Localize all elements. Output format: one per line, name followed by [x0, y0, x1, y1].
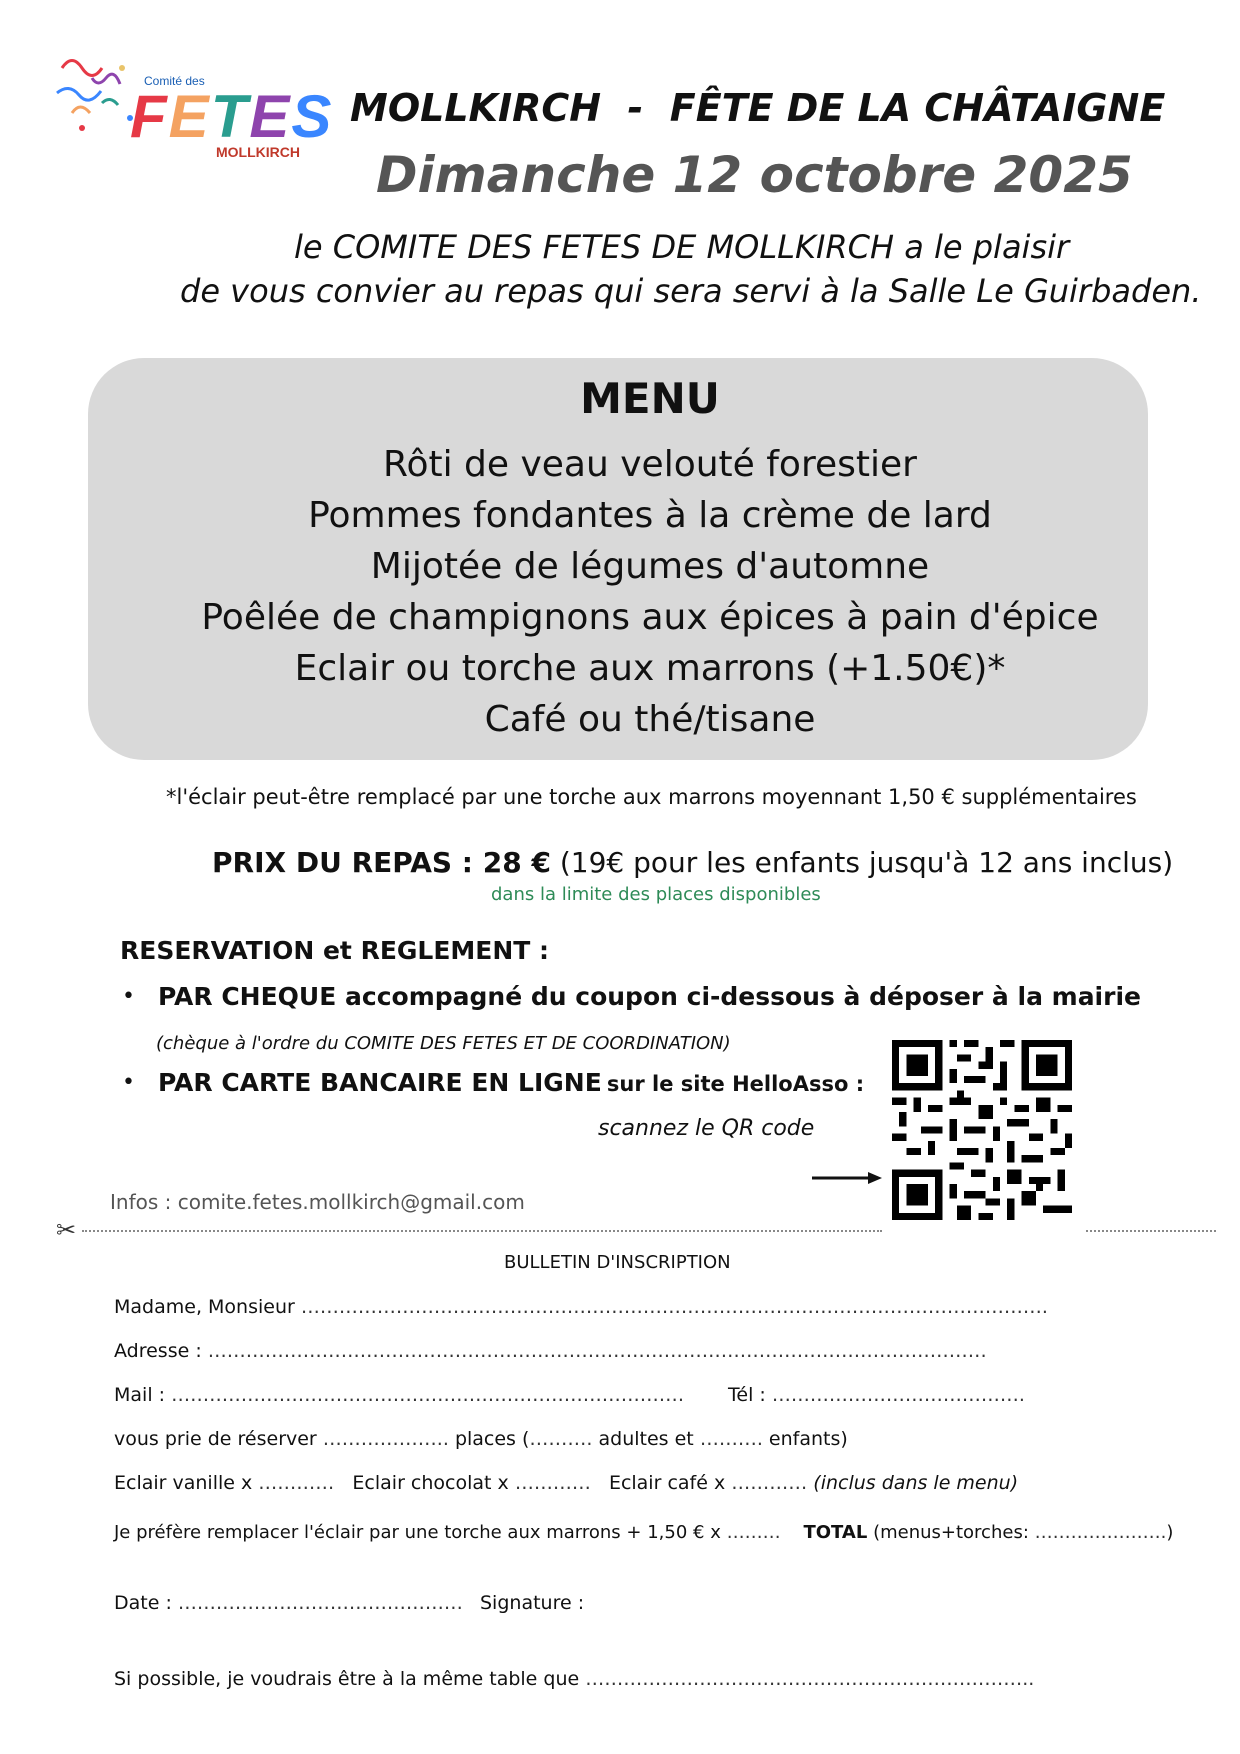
- intro-line-2: de vous convier au repas qui sera servi à la Salle Le Guirbaden.: [180, 272, 1202, 310]
- vanilla-label: Eclair vanille x: [114, 1472, 253, 1494]
- reserve-label: vous prie de réserver: [114, 1428, 317, 1450]
- price-line: [212, 846, 1173, 879]
- date-label: Date :: [114, 1592, 172, 1614]
- date-field[interactable]: ………………………………………: [177, 1592, 463, 1614]
- menu-item: Eclair ou torche aux marrons (+1.50€)*: [294, 648, 1006, 689]
- mail-label: Mail :: [114, 1384, 166, 1406]
- cut-line: [82, 1230, 882, 1232]
- name-label: Madame, Monsieur: [114, 1296, 295, 1318]
- menu-item: Poêlée de champignons aux épices à pain d'épice: [201, 597, 1099, 638]
- torche-field[interactable]: ………: [726, 1522, 781, 1543]
- menu-item: Mijotée de légumes d'automne: [370, 546, 930, 587]
- cheque-option: PAR CHEQUE accompagné du coupon ci-dessous à déposer à la mairie: [158, 982, 1141, 1011]
- reservation-title: RESERVATION et REGLEMENT :: [120, 936, 550, 965]
- logo-town: MOLLKIRCH: [216, 144, 300, 160]
- qr-code-icon[interactable]: [892, 1040, 1072, 1220]
- cut-line: [1086, 1230, 1216, 1232]
- form-row-date: [114, 1592, 463, 1614]
- menu-title: MENU: [580, 374, 720, 423]
- name-field[interactable]: ……………………………………………………………………………………………………….: [300, 1296, 1048, 1318]
- bullet-icon: •: [122, 1070, 135, 1095]
- form-row-signature: [480, 1592, 584, 1614]
- arrow-right-icon: [812, 1170, 882, 1186]
- coffee-label: Eclair café x: [608, 1472, 726, 1494]
- menu-item: Café ou thé/tisane: [484, 699, 816, 740]
- children-field[interactable]: ……….: [699, 1428, 763, 1450]
- chocolate-field[interactable]: …………: [514, 1472, 591, 1494]
- included-note: (inclus dans le menu): [813, 1472, 1019, 1494]
- scan-instruction: scannez le QR code: [598, 1116, 815, 1141]
- torche-label: Je préfère remplacer l'éclair par une torche aux marrons + 1,50 € x: [114, 1522, 721, 1543]
- card-option-bold: PAR CARTE BANCAIRE EN LIGNE: [158, 1068, 602, 1097]
- address-field[interactable]: ……………………………………………………………………………………………………………: [207, 1340, 987, 1362]
- total-detail: (menus+torches:: [873, 1522, 1029, 1543]
- confetti-icon: [52, 48, 142, 138]
- price-children: (19€ pour les enfants jusqu'à 12 ans inclus): [559, 846, 1174, 879]
- form-row-name: [114, 1296, 1048, 1318]
- price-label: PRIX DU REPAS : 28 €: [212, 846, 551, 879]
- logo-fetes: FETES: [130, 83, 334, 150]
- bullet-icon: •: [122, 984, 135, 1009]
- cheque-note: (chèque à l'ordre du COMITE DES FETES ET DE COORDINATION): [156, 1033, 731, 1054]
- address-label: Adresse :: [114, 1340, 202, 1362]
- places-field[interactable]: ………………..: [322, 1428, 449, 1450]
- footnote: *l'éclair peut-être remplacé par une torche aux marrons moyennant 1,50 € supplémentaires: [166, 785, 1137, 809]
- event-date: Dimanche 12 octobre 2025: [376, 146, 1133, 204]
- children-label: enfants): [768, 1428, 848, 1450]
- table-field[interactable]: ……………………………………………………………..: [585, 1668, 1035, 1690]
- table-label: Si possible, je voudrais être à la même table que: [114, 1668, 580, 1690]
- menu-item: Pommes fondantes à la crème de lard: [308, 495, 992, 536]
- form-row-torche: Je préfère remplacer l'éclair par une torche aux marrons + 1,50 € x ……… TOTAL (menus+torches: ………………….): [114, 1522, 1174, 1543]
- form-row-tel: [728, 1384, 1025, 1406]
- availability-note: dans la limite des places disponibles: [491, 884, 821, 905]
- chocolate-label: Eclair chocolat x: [352, 1472, 509, 1494]
- places-label: places (: [454, 1428, 530, 1450]
- coffee-field[interactable]: …………: [731, 1472, 808, 1494]
- event-title: MOLLKIRCH - FÊTE DE LA CHÂTAIGNE: [350, 86, 1166, 130]
- total-field[interactable]: ………………….: [1034, 1522, 1167, 1543]
- logo: [52, 48, 334, 168]
- tel-label: Tél :: [728, 1384, 766, 1406]
- tel-field[interactable]: ………………………………….: [771, 1384, 1025, 1406]
- menu-item: Rôti de veau velouté forestier: [383, 444, 917, 485]
- adults-field[interactable]: ……….: [529, 1428, 593, 1450]
- logo-small-text: Comité des: [144, 74, 205, 88]
- form-row-places: [114, 1428, 848, 1450]
- form-row-table: [114, 1668, 1034, 1690]
- mail-field[interactable]: ………………………………………………………………………: [171, 1384, 685, 1406]
- scissors-icon: ✂: [56, 1216, 77, 1244]
- form-row-mail: [114, 1384, 684, 1406]
- contact-info: Infos : comite.fetes.mollkirch@gmail.com: [110, 1190, 525, 1214]
- intro-line-1: le COMITE DES FETES DE MOLLKIRCH a le plaisir: [294, 228, 1070, 266]
- signature-label: Signature :: [480, 1592, 585, 1614]
- form-row-eclairs: [114, 1472, 1018, 1494]
- vanilla-field[interactable]: …………: [258, 1472, 335, 1494]
- total-label: TOTAL: [803, 1522, 868, 1543]
- adults-label: adultes et: [598, 1428, 694, 1450]
- card-option: [158, 1068, 864, 1097]
- card-option-rest: sur le site HelloAsso :: [606, 1072, 865, 1096]
- bulletin-title: BULLETIN D'INSCRIPTION: [504, 1252, 731, 1273]
- form-row-address: [114, 1340, 987, 1362]
